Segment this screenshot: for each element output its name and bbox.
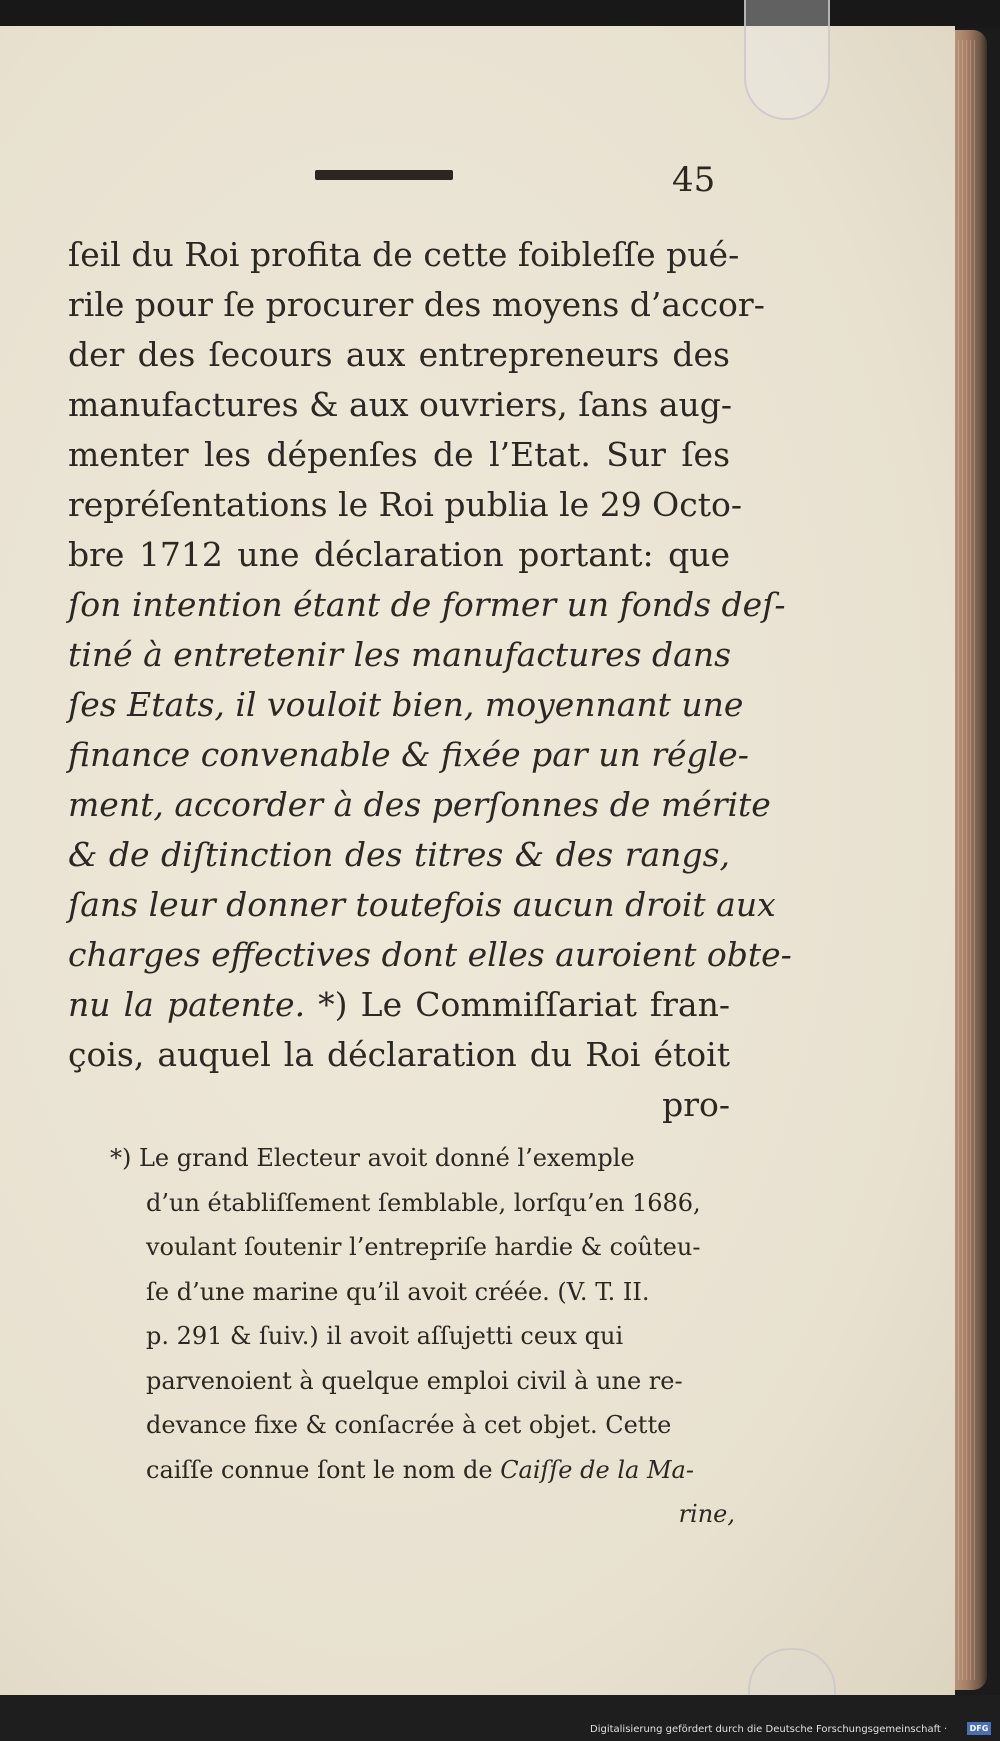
clip-top — [744, 0, 830, 120]
body-text-segment: pro- — [662, 1085, 730, 1124]
body-text-line — [68, 730, 749, 780]
page-number: 45 — [672, 160, 716, 200]
footnote-segment: caiſſe connue ſont le nom de — [146, 1455, 501, 1484]
body-text-segment: ſans leur donner toutefois aucun droit aux — [68, 885, 776, 924]
body-text-line — [68, 1080, 730, 1130]
body-text-segment: ſon intention étant de former un fonds deſ- — [68, 585, 786, 624]
body-text-line — [68, 430, 730, 480]
body-text-segment: menter les dépenſes de l’Etat. Sur ſes — [68, 435, 730, 474]
body-text-line — [68, 380, 733, 430]
body-text-line — [68, 580, 786, 630]
dfg-logo: DFG — [967, 1722, 991, 1735]
footnote-segment: voulant ſoutenir l’entrepriſe hardie & coûteu- — [146, 1233, 701, 1261]
body-text-line — [68, 980, 730, 1030]
body-text-segment: *) Le Commiſſariat fran- — [305, 985, 731, 1024]
footnote-line — [110, 1181, 735, 1226]
body-text-segment: rile pour ſe procurer des moyens d’accor- — [68, 285, 765, 324]
footnote-line — [110, 1448, 735, 1493]
body-text-segment: ſes Etats, il vouloit bien, moyennant une — [68, 685, 744, 724]
footnote-segment: *) Le grand Electeur avoit donné l’exemple — [110, 1144, 635, 1172]
body-text-segment: ment, accorder à des perſonnes de mérite — [68, 785, 771, 824]
scan-background-top — [0, 0, 1000, 28]
footnote-line — [110, 1270, 735, 1315]
body-text-line — [68, 1030, 730, 1080]
body-text-segment: charges effectives dont elles auroient obte- — [68, 935, 792, 974]
body-text-line — [68, 680, 744, 730]
body-text-line — [68, 530, 730, 580]
body-text-line — [68, 480, 743, 530]
footnote-segment: ſe d’une marine qu’il avoit créée. (V. T. II. — [146, 1277, 650, 1306]
body-text-line — [68, 230, 740, 280]
footnote-segment: devance fixe & conſacrée à cet objet. Cette — [146, 1411, 672, 1439]
footnote-line — [110, 1225, 735, 1270]
main-text — [68, 230, 792, 1130]
body-text-line — [68, 880, 776, 930]
footnote — [110, 1136, 735, 1537]
body-text-line — [68, 830, 730, 880]
footnote-segment: p. 291 & ſuiv.) il avoit aſſujetti ceux qui — [146, 1322, 624, 1350]
footnote-segment: rine, — [678, 1500, 735, 1528]
body-text-segment: der des ſecours aux entrepreneurs des — [68, 335, 730, 374]
body-text-line — [68, 280, 765, 330]
header-ornament-rule — [315, 170, 453, 180]
body-text-segment: bre 1712 une déclaration portant: que — [68, 535, 730, 574]
body-text-segment: manufactures & aux ouvriers, ſans aug- — [68, 385, 733, 424]
footnote-segment: d’un établiſſement ſemblable, lorſqu’en 1686, — [146, 1188, 701, 1217]
footnote-line — [110, 1359, 735, 1404]
body-text-segment: ſeil du Roi profita de cette foibleſſe pué- — [68, 235, 740, 274]
footnote-line — [110, 1314, 735, 1359]
body-text-segment: repréſentations le Roi publia le 29 Octo- — [68, 485, 743, 524]
body-text-line — [68, 630, 730, 680]
footnote-segment: Caiſſe de la Ma- — [500, 1455, 694, 1484]
body-text-segment: çois, auquel la déclaration du Roi étoit — [68, 1035, 730, 1074]
body-text-segment: nu la patente. — [68, 985, 306, 1024]
body-text-line — [68, 930, 792, 980]
footnote-line — [110, 1403, 735, 1448]
body-text-segment: & de diſtinction des titres & des rangs, — [68, 835, 730, 874]
body-text-line — [68, 780, 771, 830]
body-text-segment: finance convenable & fixée par un régle- — [68, 735, 749, 774]
body-text-line — [68, 330, 730, 380]
footnote-segment: parvenoient à quelque emploi civil à une re- — [146, 1366, 683, 1395]
footnote-line — [110, 1136, 735, 1181]
footnote-line — [110, 1492, 735, 1537]
digitization-credit: Digitalisierung gefördert durch die Deutsche Forschungsgemeinschaft · — [590, 1724, 948, 1735]
body-text-segment: tiné à entretenir les manufactures dans — [68, 635, 732, 674]
